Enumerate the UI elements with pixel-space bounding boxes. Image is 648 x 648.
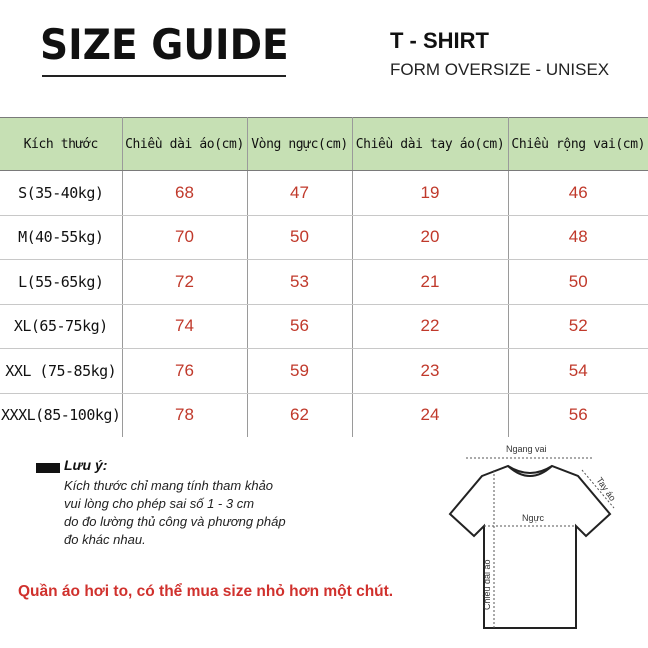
sleeve-cell: 21	[352, 260, 508, 305]
table-row	[0, 215, 648, 260]
header-chest: Vòng ngực(cm)	[247, 118, 352, 171]
shoulder-label: Ngang vai	[506, 444, 547, 454]
note-text	[64, 477, 424, 549]
tshirt-measurement-diagram	[430, 440, 630, 640]
note-line: vui lòng cho phép sai số 1 - 3 cm	[64, 496, 255, 511]
size-cell: XL(65-75kg)	[0, 304, 122, 349]
tshirt-outline	[450, 466, 610, 628]
length-cell: 72	[122, 260, 247, 305]
chest-cell: 53	[247, 260, 352, 305]
sleeve-label: Tay áo	[594, 475, 618, 503]
chest-cell: 62	[247, 393, 352, 437]
chest-cell: 59	[247, 349, 352, 394]
title-underline	[42, 75, 286, 77]
note-title: Lưu ý:	[64, 457, 108, 473]
note-line: Kích thước chỉ mang tính tham khảo	[64, 478, 274, 493]
length-cell: 68	[122, 171, 247, 216]
page-title: SIZE GUIDE	[40, 20, 289, 69]
chest-cell: 50	[247, 215, 352, 260]
size-cell: XXL (75-85kg)	[0, 349, 122, 394]
chest-cell: 56	[247, 304, 352, 349]
header-sleeve: Chiều dài tay áo(cm)	[352, 118, 508, 171]
length-cell: 76	[122, 349, 247, 394]
shoulder-cell: 54	[508, 349, 648, 394]
sleeve-cell: 24	[352, 393, 508, 437]
table-row	[0, 393, 648, 437]
length-label: Chiều dài áo	[482, 559, 492, 610]
table-row	[0, 171, 648, 216]
sleeve-cell: 19	[352, 171, 508, 216]
header-size: Kích thước	[0, 118, 122, 171]
shoulder-cell: 46	[508, 171, 648, 216]
sleeve-cell: 22	[352, 304, 508, 349]
note-line: đo khác nhau.	[64, 532, 146, 547]
length-cell: 74	[122, 304, 247, 349]
chest-label: Ngực	[522, 513, 545, 523]
size-cell: XXXL(85-100kg)	[0, 393, 122, 437]
table-row	[0, 260, 648, 305]
shoulder-cell: 52	[508, 304, 648, 349]
size-cell: L(55-65kg)	[0, 260, 122, 305]
table-row	[0, 349, 648, 394]
length-cell: 70	[122, 215, 247, 260]
header-length: Chiều dài áo(cm)	[122, 118, 247, 171]
sleeve-cell: 20	[352, 215, 508, 260]
shoulder-cell: 56	[568, 405, 588, 425]
shoulder-cell: 48	[508, 215, 648, 260]
header-shoulder: Chiều rộng vai(cm)	[508, 118, 648, 171]
chest-cell: 47	[247, 171, 352, 216]
product-name: T - SHIRT	[390, 28, 489, 53]
table-header-row	[0, 118, 648, 171]
size-cell: M(40-55kg)	[0, 215, 122, 260]
table-row	[0, 304, 648, 349]
note-line: do đo lường thủ công và phương pháp	[64, 514, 286, 529]
note-marker	[36, 463, 60, 473]
length-cell: 78	[122, 393, 247, 437]
size-warning: Quần áo hơi to, có thể mua size nhỏ hơn một chút.	[18, 583, 394, 600]
tshirt-diagram-svg	[430, 440, 630, 640]
product-form: FORM OVERSIZE - UNISEX	[390, 60, 610, 79]
size-table	[0, 117, 648, 437]
shoulder-cell: 50	[508, 260, 648, 305]
sleeve-cell: 23	[352, 349, 508, 394]
size-cell: S(35-40kg)	[0, 171, 122, 216]
